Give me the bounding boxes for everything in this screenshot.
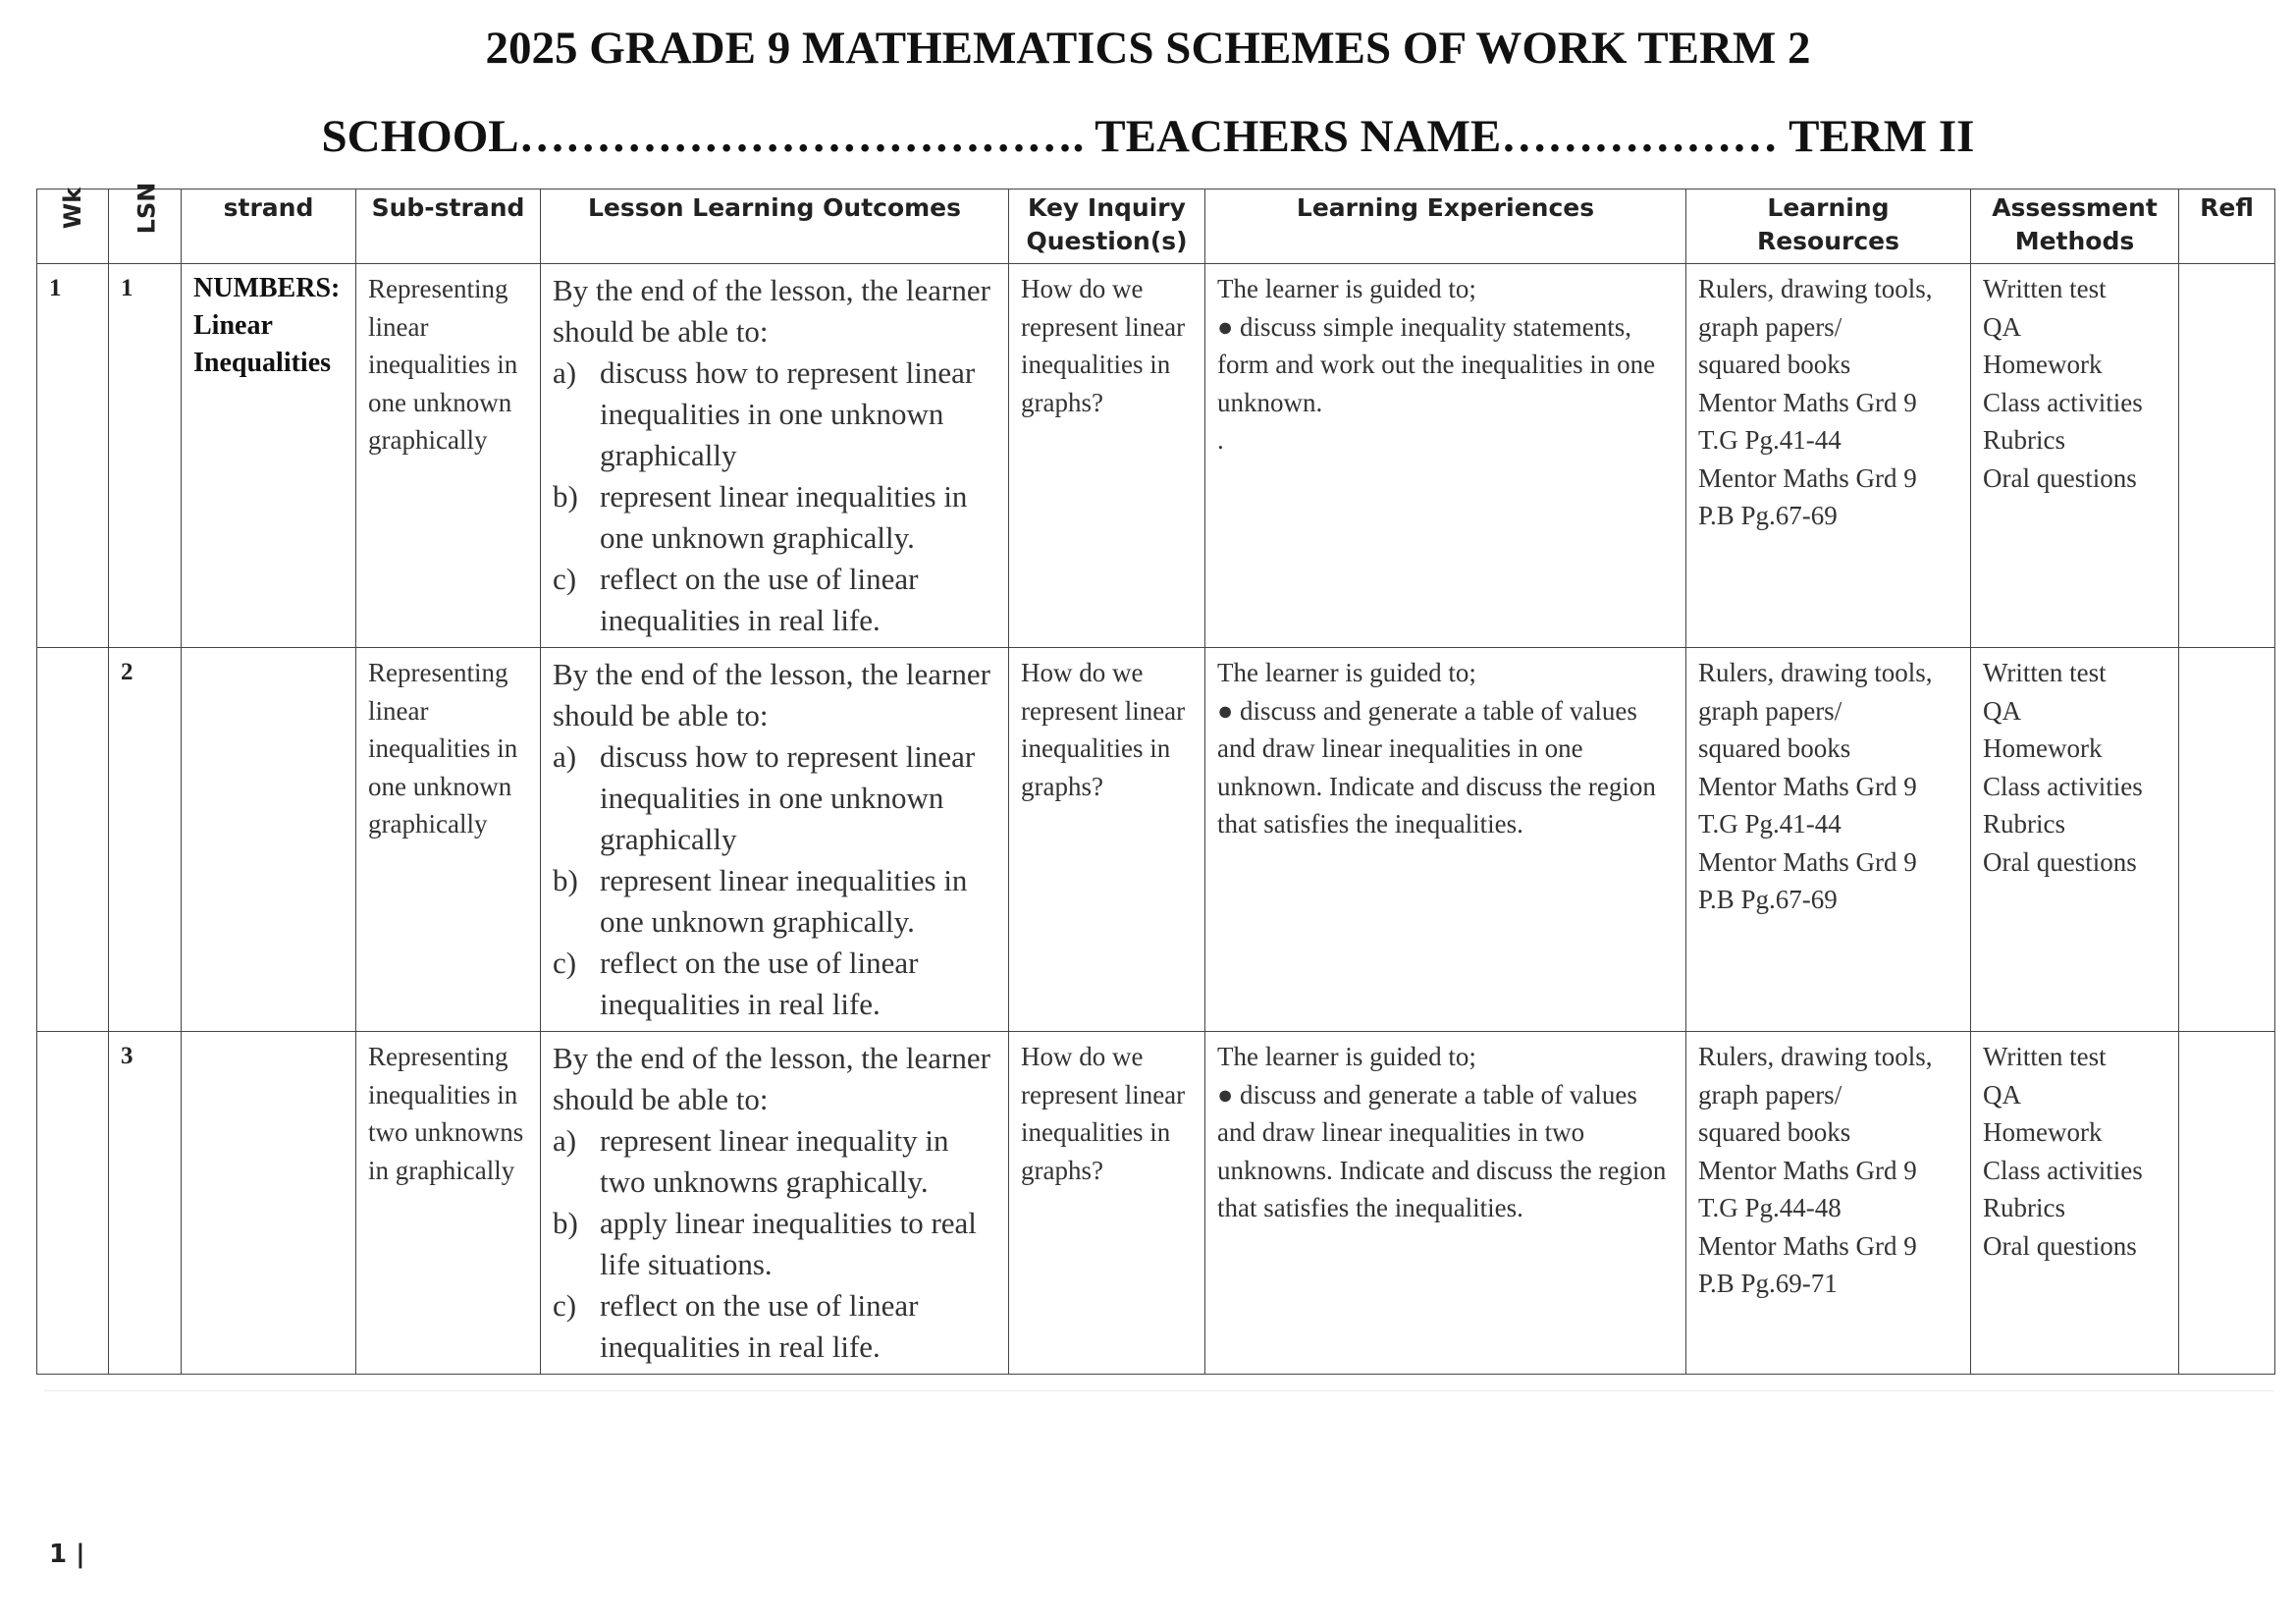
outcome-marker: c) — [553, 562, 577, 596]
resource-line: P.B Pg.69-71 — [1698, 1269, 1838, 1298]
column-header-key-inquiry: Key Inquiry Question(s) — [1009, 189, 1205, 264]
week-cell — [37, 1032, 109, 1375]
outcomes-cell — [541, 1032, 1009, 1375]
experiences-text: ● discuss and generate a table of values and draw linear inequalities in one unknown. Indicate and discuss the region that satisfies the inequalities. — [1217, 695, 1656, 839]
resource-line: Mentor Maths Grd 9 — [1698, 771, 1917, 801]
assessment-line: Written test — [1983, 1042, 2107, 1071]
resource-line: Mentor Maths Grd 9 — [1698, 1230, 1917, 1261]
footer-divider — [44, 1390, 2274, 1391]
key-inquiry-cell: How do we represent linear inequalities in graphs? — [1009, 1032, 1205, 1375]
assessment-line: QA — [1983, 695, 2021, 726]
outcome-text: apply linear inequalities to real life situations. — [600, 1206, 977, 1281]
outcomes-cell — [541, 648, 1009, 1032]
strand-cell — [182, 1032, 356, 1375]
document-subtitle: SCHOOL………………………………. TEACHERS NAME……………… TERM II — [321, 111, 1975, 162]
resources-cell — [1686, 264, 1971, 648]
outcome-text: represent linear inequality in two unknowns graphically. — [600, 1123, 949, 1199]
resource-line: graph papers/ — [1698, 695, 1842, 726]
outcomes-intro: By the end of the lesson, the learner should be able to: — [553, 273, 990, 349]
key-inquiry-cell: How do we represent linear inequalities in graphs? — [1009, 264, 1205, 648]
outcome-marker: a) — [553, 739, 577, 774]
resource-line: Rulers, drawing tools, — [1698, 1042, 1933, 1071]
outcome-item — [553, 736, 996, 860]
outcome-item — [553, 1203, 996, 1285]
column-header-wk: Wk — [37, 189, 109, 264]
resource-line: squared books — [1698, 733, 1851, 763]
resource-line: T.G Pg.41-44 — [1698, 809, 1842, 839]
assessment-line: Class activities — [1983, 771, 2143, 801]
table-row — [37, 1032, 2275, 1375]
reflection-cell — [2179, 1032, 2275, 1375]
outcome-text: represent linear inequalities in one unknown graphically. — [600, 479, 968, 555]
assessment-line: Homework — [1983, 733, 2103, 763]
assessment-cell — [1971, 264, 2179, 648]
assessment-cell — [1971, 1032, 2179, 1375]
resource-line: graph papers/ — [1698, 1079, 1842, 1110]
assessment-line: Rubrics — [1983, 1193, 2065, 1222]
assessment-line: Oral questions — [1983, 462, 2137, 493]
week-cell: 1 — [37, 264, 109, 648]
resource-line: Mentor Maths Grd 9 — [1698, 1155, 1917, 1185]
lesson-cell: 2 — [109, 648, 182, 1032]
assessment-line: QA — [1983, 311, 2021, 342]
outcome-item — [553, 943, 996, 1025]
table-row — [37, 648, 2275, 1032]
experiences-intro: The learner is guided to; — [1217, 1042, 1476, 1071]
outcome-marker: b) — [553, 863, 578, 897]
outcome-item — [553, 860, 996, 943]
outcome-text: represent linear inequalities in one unknown graphically. — [600, 863, 968, 939]
week-cell — [37, 648, 109, 1032]
outcomes-intro: By the end of the lesson, the learner should be able to: — [553, 1041, 990, 1116]
outcome-marker: b) — [553, 1206, 578, 1240]
column-header-reflection: Refl — [2179, 189, 2275, 264]
column-header-experiences: Learning Experiences — [1205, 189, 1686, 264]
outcome-marker: b) — [553, 479, 578, 514]
lesson-cell: 3 — [109, 1032, 182, 1375]
outcome-text: reflect on the use of linear inequalities in real life. — [600, 1288, 919, 1364]
resource-line: P.B Pg.67-69 — [1698, 885, 1838, 914]
assessment-line: Homework — [1983, 1117, 2103, 1147]
resource-line: Mentor Maths Grd 9 — [1698, 846, 1917, 877]
resource-line: Mentor Maths Grd 9 — [1698, 387, 1917, 417]
strand-cell — [182, 648, 356, 1032]
experiences-intro: The learner is guided to; — [1217, 274, 1476, 303]
experiences-cell — [1205, 264, 1686, 648]
outcome-text: discuss how to represent linear inequalities in one unknown graphically — [600, 355, 976, 472]
column-header-assessment: Assessment Methods — [1971, 189, 2179, 264]
resource-line: P.B Pg.67-69 — [1698, 501, 1838, 530]
assessment-line: Written test — [1983, 274, 2107, 303]
resource-line: graph papers/ — [1698, 311, 1842, 342]
sub-strand-cell: Representing inequalities in two unknowns in graphically — [356, 1032, 541, 1375]
assessment-line: Rubrics — [1983, 425, 2065, 455]
sub-strand-cell: Representing linear inequalities in one unknown graphically — [356, 264, 541, 648]
resource-line: T.G Pg.41-44 — [1698, 425, 1842, 455]
assessment-line: Class activities — [1983, 1155, 2143, 1185]
assessment-line: Rubrics — [1983, 809, 2065, 839]
outcome-item — [553, 476, 996, 559]
experiences-cell — [1205, 1032, 1686, 1375]
resources-cell — [1686, 1032, 1971, 1375]
outcome-marker: c) — [553, 1288, 577, 1323]
reflection-cell — [2179, 648, 2275, 1032]
lesson-cell: 1 — [109, 264, 182, 648]
outcome-item — [553, 1285, 996, 1368]
assessment-line: Homework — [1983, 350, 2103, 379]
table-row — [37, 264, 2275, 648]
resource-line: T.G Pg.44-48 — [1698, 1193, 1842, 1222]
resource-line: Rulers, drawing tools, — [1698, 658, 1933, 687]
outcome-marker: c) — [553, 946, 577, 980]
reflection-cell — [2179, 264, 2275, 648]
outcome-text: reflect on the use of linear inequalities in real life. — [600, 562, 919, 637]
assessment-line: Oral questions — [1983, 1230, 2137, 1261]
document-title: 2025 GRADE 9 MATHEMATICS SCHEMES OF WORK TERM 2 — [485, 23, 1811, 74]
outcome-marker: a) — [553, 1123, 577, 1158]
column-header-sub-strand: Sub-strand — [356, 189, 541, 264]
assessment-line: Oral questions — [1983, 846, 2137, 877]
outcome-text: discuss how to represent linear inequalities in one unknown graphically — [600, 739, 976, 856]
outcomes-intro: By the end of the lesson, the learner should be able to: — [553, 657, 990, 732]
experiences-cell — [1205, 648, 1686, 1032]
table-header-row — [37, 189, 2275, 264]
experiences-extra: . — [1217, 425, 1224, 455]
assessment-line: Written test — [1983, 658, 2107, 687]
outcome-item — [553, 1120, 996, 1203]
resource-line: Rulers, drawing tools, — [1698, 274, 1933, 303]
resource-line: squared books — [1698, 1117, 1851, 1147]
strand-cell: NUMBERS: Linear Inequalities — [182, 264, 356, 648]
outcome-text: reflect on the use of linear inequalities in real life. — [600, 946, 919, 1021]
outcome-marker: a) — [553, 355, 577, 390]
experiences-text: ● discuss and generate a table of values and draw linear inequalities in two unknowns. Indicate and discuss the region that satisfies the inequalities. — [1217, 1079, 1667, 1222]
page-number: 1 | — [49, 1540, 85, 1569]
outcome-item — [553, 352, 996, 476]
sub-strand-cell: Representing linear inequalities in one unknown graphically — [356, 648, 541, 1032]
experiences-text: ● discuss simple inequality statements, form and work out the inequalities in one unknown. — [1217, 311, 1656, 417]
resource-line: Mentor Maths Grd 9 — [1698, 462, 1917, 493]
assessment-cell — [1971, 648, 2179, 1032]
column-header-strand: strand — [182, 189, 356, 264]
column-header-resources: Learning Resources — [1686, 189, 1971, 264]
outcome-item — [553, 559, 996, 641]
column-header-lsn: LSN — [109, 189, 182, 264]
experiences-intro: The learner is guided to; — [1217, 658, 1476, 687]
column-header-outcomes: Lesson Learning Outcomes — [541, 189, 1009, 264]
key-inquiry-cell: How do we represent linear inequalities in graphs? — [1009, 648, 1205, 1032]
outcomes-cell — [541, 264, 1009, 648]
resources-cell — [1686, 648, 1971, 1032]
assessment-line: QA — [1983, 1079, 2021, 1110]
scheme-table — [36, 182, 2275, 1375]
assessment-line: Class activities — [1983, 387, 2143, 417]
resource-line: squared books — [1698, 350, 1851, 379]
